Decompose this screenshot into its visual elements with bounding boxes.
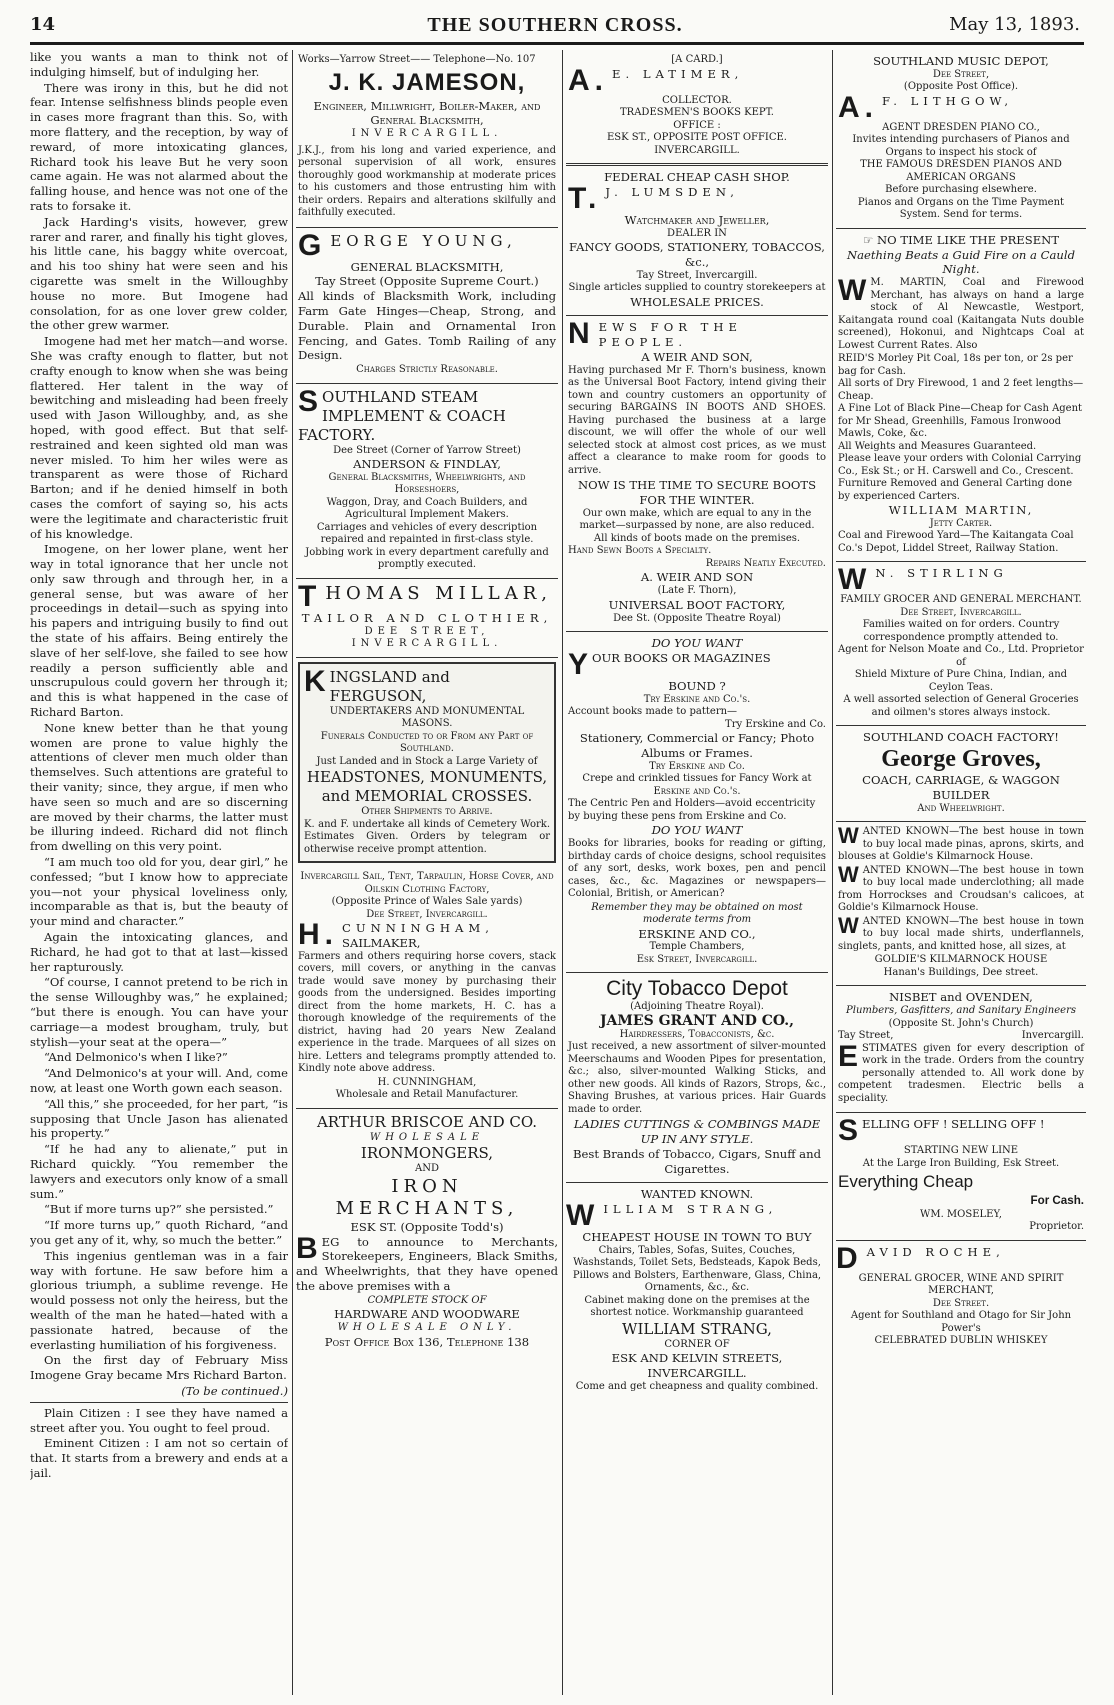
ad-address: Esk Street, Invercargill. — [636, 953, 758, 965]
ad-line: IRON MERCHANTS, — [335, 1175, 519, 1219]
ad-line: Jetty Carter. — [929, 517, 993, 529]
ad-line: (Opposite St. John's Church) — [888, 1017, 1034, 1029]
ad-firm: JAMES GRANT AND CO., — [599, 1012, 795, 1029]
pointing-hand-icon: ☞ — [862, 232, 878, 247]
ad-line: (Opposite Post Office). — [903, 81, 1019, 93]
drop-cap: K — [304, 664, 326, 698]
ad-line: HARDWARE AND WOODWARE — [334, 1307, 520, 1322]
ad-body: Cabinet making done on the premises at the shortest notice. Workmanship guaranteed — [584, 1294, 810, 1319]
ad-line: UNIVERSAL BOOT FACTORY, — [608, 597, 786, 612]
ad-body: ANTED KNOWN—The best house in town to buy local made underclothing; all made from Horrockses and Croudsan's calicoes, at Goldie's Kilmarnock House. — [838, 864, 1084, 914]
ad-signature: ERSKINE AND CO., — [638, 926, 756, 941]
story-paragraph: On the first day of February Miss Imogene Gray became Mrs Richard Barton. — [30, 1353, 288, 1383]
ad-address: Dee Street (Corner of Yarrow Street) — [333, 444, 521, 456]
ad-line: WHOLESALE — [369, 1131, 485, 1143]
ad-line: Repairs Neatly Executed. — [705, 557, 826, 569]
ad-line: WHOLESALE ONLY. — [337, 1322, 517, 1334]
drop-cap: H. — [298, 918, 338, 952]
ad-title: George Groves, — [881, 746, 1041, 773]
ad-body: ANTED KNOWN—The best house in town to buy local made pinas, aprons, skirts, and blouses at Goldie's Kilmarnock House. — [838, 826, 1084, 863]
ad-line: OFFICE : — [673, 119, 721, 131]
drop-cap: T. — [568, 181, 602, 215]
ad-body: Invites intending purchasers of Pianos and Organs to inspect his stock of — [852, 134, 1070, 158]
ad-street: Dee Street, Invercargill. — [366, 908, 488, 920]
drop-cap: S — [838, 1114, 859, 1148]
ad-william-strang — [566, 1183, 828, 1393]
drop-cap: T — [298, 579, 322, 613]
ad-line: Before purchasing elsewhere. — [885, 184, 1037, 196]
ad-line: Funerals Conducted to or From any Part of Southland. — [320, 730, 534, 755]
ad-moseley — [836, 1113, 1086, 1241]
ads-column-3 — [566, 50, 828, 1695]
ad-line: STARTING NEW LINE — [903, 1145, 1019, 1157]
ad-line: Stationery, Commercial or Fancy; Photo Albums or Frames. — [579, 731, 815, 760]
ad-title: OUR BOOKS OR MAGAZINES — [592, 650, 771, 665]
story-paragraph: None knew better than he that young women are prone to value highly the attentions of clever men much older than themselves. Such attentions are grateful to their vanity; since, they argue, if men who have seen so much and are so discerning are moved by their charms, the latter must be illuring indeed. Richard did not flinch from dwelling on this very point. — [30, 720, 288, 854]
column-divider — [562, 50, 563, 1695]
ad-line: DO YOU WANT — [651, 823, 743, 838]
ad-highlight: NOW IS THE TIME TO SECURE BOOTS FOR THE WINTER. — [577, 478, 817, 508]
ad-address: Tay Street, Invercargill. — [636, 269, 758, 281]
drop-cap: W — [838, 861, 859, 887]
ad-line: (Adjoining Theatre Royal). — [630, 1001, 764, 1013]
ads-column-4 — [836, 50, 1086, 1695]
drop-cap: N — [568, 317, 595, 351]
ad-line: Come and get cheapness and quality combined. — [575, 1381, 819, 1393]
ads-column-2 — [296, 50, 558, 1695]
drop-cap: A. — [568, 63, 608, 97]
ad-signature: A. WEIR AND SON — [640, 570, 754, 585]
ad-line: ESK ST., OPPOSITE POST OFFICE. — [607, 132, 787, 143]
masthead — [30, 14, 1080, 40]
ad-line: INVERCARGILL. — [654, 144, 740, 156]
ad-body: All kinds of Blacksmith Work, including Farm Gate Hinges—Cheap, Strong, and Durable. Plain and Ornamental Iron Fencing, and Gates. Tomb Railing of any Design. — [298, 289, 556, 363]
ad-title: ELLING OFF ! SELLING OFF ! — [862, 1117, 1045, 1132]
ad-body: Farmers and others requiring horse covers, stack covers, mill covers, or anything in the canvas trade would save money by purchasing their goods from the undersigned. Besides importing direct from the home markets, H. C. has a thorough knowledge of the requirements of the district, having had 20 years New Zealand experience in the trade. Marquees of all sizes on hire. Letters and telegrams promptly attended to. Kindly note above address. — [298, 950, 556, 1075]
ad-body: K. and F. undertake all kinds of Cemetery Work. Estimates Given. Orders by telegram or otherwise receive prompt attention. — [304, 818, 550, 855]
ad-line: BOUND ? — [668, 678, 726, 693]
ad-line: FANCY GOODS, STATIONERY, TOBACCOS, &c., — [569, 240, 825, 269]
ad-line: Best Brands of Tobacco, Cigars, Snuff and Cigarettes. — [573, 1146, 821, 1176]
ad-line: Other Shipments to Arrive. — [361, 806, 493, 818]
ad-title: CUNNINGHAM, — [342, 921, 494, 936]
ad-line: Remember they may be obtained on most moderate terms from — [591, 901, 803, 926]
ad-title: AVID ROCHE, — [866, 1244, 1005, 1259]
ad-title: J. LUMSDEN, — [605, 184, 739, 199]
ad-highlight: THE FAMOUS DRESDEN PIANOS AND AMERICAN ORGANS — [860, 159, 1062, 183]
ad-thomas-millar — [296, 579, 558, 658]
ad-line: Just Landed and in Stock a Large Variety of — [316, 755, 538, 767]
ad-stirling — [836, 562, 1086, 726]
ad-title: ILLIAM STRANG, — [603, 1202, 778, 1217]
divider — [30, 1402, 288, 1403]
ad-line: A well assorted selection of General Groceries and oilmen's stores always instock. — [843, 694, 1079, 718]
ad-line: Try Erskine and Co. — [649, 760, 745, 772]
ad-title: HOMAS MILLAR, — [325, 582, 552, 604]
ad-line: IRONMONGERS, — [360, 1144, 494, 1163]
ad-trade: FAMILY GROCER AND GENERAL MERCHANT. — [840, 594, 1082, 606]
ad-line: COMPLETE STOCK OF — [367, 1294, 487, 1306]
ad-town: INVERCARGILL. — [351, 638, 503, 650]
ad-line: AND — [415, 1163, 439, 1175]
ad-header: SOUTHLAND MUSIC DEPOT, — [873, 54, 1049, 68]
ad-trade: Hairdressers, Tobacconists, &c. — [619, 1028, 775, 1040]
ad-signature-note: Wholesale and Retail Manufacturer. — [335, 1089, 519, 1101]
story-paragraph: “Of course, I cannot pretend to be rich in the sense Willoughby was,” he explained; “but there is enough. You can have your carriage—a modest brougham, truly, but stylish—your seat at the opera—” — [30, 975, 288, 1049]
ad-address: Tay Street (Opposite Supreme Court.) — [315, 274, 539, 289]
ad-music-depot — [836, 50, 1086, 229]
page-number: 14 — [30, 14, 56, 35]
ad-line: Please leave your orders with Colonial Carrying Co., Esk St.; or H. Carswell and Co., Crescent. — [838, 453, 1082, 477]
ad-header: SOUTHLAND COACH FACTORY! — [863, 730, 1059, 745]
drop-cap: W — [838, 823, 859, 849]
ad-body: Jobbing work in every department carefully and promptly executed. — [305, 546, 549, 571]
ad-title: EWS FOR THE PEOPLE. — [598, 320, 742, 350]
ad-highlight: Everything Cheap — [838, 1172, 974, 1192]
ad-latimer — [566, 50, 828, 166]
ad-line: Account books made to pattern— — [568, 706, 738, 718]
story-column — [30, 50, 288, 1695]
ad-george-young — [296, 228, 558, 384]
ad-line: Hand Sewn Boots a Specialty. — [568, 545, 712, 557]
ad-town: INVERCARGILL. — [351, 128, 503, 140]
ad-signature: WILLIAM STRANG, — [622, 1319, 772, 1338]
ad-trade: SAILMAKER, — [342, 936, 421, 951]
ad-title: OUTHLAND STEAM IMPLEMENT & COACH FACTORY. — [298, 387, 506, 444]
ad-southland-steam — [296, 384, 558, 579]
ad-signature: H. CUNNINGHAM, — [377, 1076, 477, 1088]
drop-cap: W — [838, 563, 872, 597]
ad-line: WHOLESALE PRICES. — [630, 294, 764, 309]
ad-line: REID'S Morley Pit Coal, 18s per ton, or 2s per bag for Cash. — [838, 353, 1073, 377]
ad-address: Hanan's Buildings, Dee street. — [883, 966, 1039, 978]
ad-signature: WILLIAM MARTIN, — [888, 503, 1034, 518]
ad-body: STIMATES given for every description of work in the trade. Orders from the country personally attended to. All work done by competent tradesmen. Electric bells a speciality. — [838, 1042, 1084, 1104]
ad-line: Crepe and crinkled tissues for Fancy Work at — [582, 773, 812, 785]
ad-trade: GENERAL BLACKSMITH, — [350, 259, 504, 274]
ad-body: Single articles supplied to country storekeepers at — [568, 282, 826, 294]
newspaper-title: THE SOUTHERN CROSS. — [427, 14, 683, 36]
ad-body: All kinds of boots made on the premises. — [593, 532, 801, 544]
drop-cap: W — [838, 274, 867, 308]
ad-header: FEDERAL CHEAP CASH SHOP. — [604, 170, 790, 184]
ad-body: Our own make, which are equal to any in the market—surpassed by none, are also reduced. — [579, 507, 815, 532]
ad-line: CORNER OF — [664, 1338, 730, 1350]
ad-motto: Naething Beats a Guid Fire on a Cauld Night. — [846, 247, 1075, 277]
ad-title: N. STIRLING — [875, 566, 1008, 581]
masthead-rule — [30, 42, 1084, 45]
story-paragraph: “And Delmonico's at your will. And, come now, at least one Worth gown each season. — [30, 1066, 288, 1095]
ad-line: Families waited on for orders. Country correspondence promptly attended to. — [862, 619, 1060, 643]
ad-title: J. K. JAMESON, — [328, 68, 526, 96]
ad-title: F. LITHGOW, — [882, 93, 1014, 108]
drop-cap: E — [838, 1039, 859, 1073]
ad-trade: TAILOR AND CLOTHIER, — [301, 610, 553, 625]
ad-street: Dee Street, Invercargill. — [900, 606, 1022, 618]
drop-cap: Y — [568, 647, 589, 681]
ad-line: Temple Chambers, — [649, 941, 745, 953]
story-paragraph: “All this,” she proceeded, for her part, “is supposing that Uncle Jason has alienated his property.” — [30, 1096, 288, 1141]
story-paragraph: Imogene had met her match—and worse. She was crafty enough to flatter, but not crafty enough to know when she was being flattered. Her talent in the way of bewitching and misleading had been freely used with Jason Willoughby, and, as she hoped, with good effect. But that self-restrained and keen sighted old man was never misled. To him her wiles were as transparent as were those of Richard Barton; and if he denied himself in both cases the comfort of saying so, his acts were the legitimate and characteristic fruit of his knowledge. — [30, 334, 288, 541]
drop-cap: B — [296, 1231, 318, 1265]
drop-cap: G — [298, 228, 327, 262]
ad-town: INVERCARGILL. — [647, 1366, 747, 1381]
ad-line: A Fine Lot of Black Pine—Cheap for Cash Agent for Mr Shead, Greenhills, Famous Ironwood Mawls, Coke, &c. — [838, 403, 1083, 440]
ad-george-groves — [836, 726, 1086, 822]
ad-header — [838, 233, 1084, 248]
ad-line: Shield Mixture of Pure China, Indian, and Ceylon Teas. — [854, 669, 1068, 693]
ad-firm: A WEIR AND SON, — [641, 350, 753, 365]
story-paragraph: “And Delmonico's when I like?” — [44, 1050, 228, 1065]
ad-line: TRADESMEN'S BOOKS KEPT. — [620, 107, 774, 118]
ad-body: Having purchased Mr F. Thorn's business, known as the Universal Boot Factory, intend giving their town and country customers an opportunity of securing BARGAINS IN BOOTS AND SHOES. Having purchased the business at a large discount, we will offer the whole of our well selected stock at almost cost prices, as we must affect a clearance to make room for goods to arrive. — [568, 364, 826, 476]
story-paragraph: Imogene, on her lower plane, went her way in total ignorance that her uncle not only saw through and through her, in a general sense, but was aware of her proceedings in detail—such as spying into his papers and intriguing busily to find out the state of his affairs. Being entirely the slave of her self-love, she failed to see how readily a person sufficiently able and unscrupulous could govern her through it; and this is what happened in the case of Richard Barton. — [30, 542, 288, 720]
ad-jameson — [296, 50, 558, 228]
ad-briscoe — [296, 1109, 558, 1350]
ad-title: NISBET and OVENDEN, — [889, 990, 1033, 1005]
ad-body: M. MARTIN, Coal and Firewood Merchant, has always on hand a large stock of Al Newcastle, Westport, Kaitangata round coal (Kaitangata Nuts double screened), Hokonui, and Nightcaps Coal at Lowest Current Rates. Also — [838, 277, 1084, 351]
ad-line: Erskine and Co.'s. — [653, 785, 741, 797]
ad-body: Books for libraries, books for reading or gifting, birthday cards of choice designs, school requisites of any sort, desks, work boxes, pen and pencil cases, &c., &c. Magazines or newspapers—Colonial, British, or American? — [568, 838, 826, 900]
ad-goldie — [836, 822, 1086, 986]
ad-signature: WM. MOSELEY, — [920, 1208, 1002, 1220]
drop-cap: S — [298, 384, 319, 418]
ad-line: Agent for Southland and Otago for Sir John Power's — [850, 1310, 1072, 1334]
ad-trade: Engineer, Millwright, Boiler-Maker, and General Blacksmith, — [313, 98, 541, 128]
ad-highlight: CELEBRATED DUBLIN WHISKEY — [874, 1335, 1048, 1347]
ad-lumsden — [566, 166, 828, 316]
ad-erskine — [566, 632, 828, 973]
ad-trade: GENERAL GROCER, WINE AND SPIRIT MERCHANT, — [858, 1272, 1064, 1297]
ad-line: Coal and Firewood Yard—The Kaitangata Coal Co.'s Depot, Liddel Street, Railway Station. — [838, 530, 1074, 554]
ad-address: At the Large Iron Building, Esk Street. — [862, 1157, 1060, 1169]
ad-line: DO YOU WANT — [651, 636, 743, 651]
ad-body: ANTED KNOWN—The best house in town to buy local made shirts, underflannels, singlets, pants, and knitted hose, all sizes, at — [838, 915, 1084, 952]
ad-header: WANTED KNOWN. — [640, 1187, 754, 1202]
ad-body: Carriages and vehicles of every description repaired and repainted in first-class style. — [316, 521, 538, 546]
ad-title: City Tobacco Depot — [606, 977, 788, 1001]
ad-street: DEE STREET, — [364, 625, 490, 637]
ad-line: DEALER IN — [667, 227, 727, 239]
ad-line: Try Erskine and Co.'s. — [643, 693, 751, 705]
ad-line: The Centric Pen and Holders—avoid eccentricity by buying these pens from Erskine and Co. — [568, 798, 816, 822]
ad-title: INGSLAND and FERGUSON, — [329, 667, 450, 705]
drop-cap: A. — [838, 90, 878, 124]
story-paragraph: “I am much too old for you, dear girl,” he confessed; “but I know how to appreciate you—not your physical loveliness only, incomparable as that is, but the beauty of your mind and character.” — [30, 855, 288, 929]
ad-note: Charges Strictly Reasonable. — [356, 364, 498, 376]
ad-david-roche — [836, 1241, 1086, 1348]
ad-line: Pianos and Organs on the Time Payment System. Send for terms. — [857, 196, 1065, 221]
ad-trade: COACH, CARRIAGE, & WAGGON BUILDER — [862, 773, 1060, 803]
ad-address: ESK AND KELVIN STREETS, — [611, 1351, 783, 1366]
ad-line: All Weights and Measures Guaranteed. — [838, 440, 1037, 452]
ad-street: Dee Street. — [932, 1297, 990, 1309]
story-paragraph: There was irony in this, but he did not fear. Intense selfishness blinds people even in cases more fragrant than this. So, with more flattery, and the reception, by way of reward, of more intoxicating glances, Richard took his leave But he very soon came again. He was not alarmed about the falling house, and hence was not one of the rats to forsake it. — [30, 80, 288, 213]
ad-address: (Opposite Prince of Wales Sale yards) — [331, 896, 523, 908]
joke-line: Eminent Citizen : I am not so certain of that. It starts from a brewery and ends at a jail. — [30, 1436, 288, 1480]
ad-address: ESK ST. (Opposite Todd's) — [350, 1219, 504, 1234]
ad-trade: Plumbers, Gasfitters, and Sanitary Engineers — [846, 1005, 1076, 1017]
column-divider — [292, 50, 293, 1695]
drop-cap: W — [838, 912, 859, 938]
ad-title: EORGE YOUNG, — [330, 231, 517, 250]
ad-line: (Late F. Thorn), — [657, 585, 737, 597]
ad-line: Waggon, Dray, and Coach Builders, and Agricultural Implement Makers. — [326, 496, 528, 521]
ad-highlight: LADIES CUTTINGS & COMBINGS MADE UP IN ANY STYLE. — [573, 1117, 821, 1146]
story-paragraph: Jack Harding's visits, however, grew rarer and rarer, and finally his tight gloves, his little cane, his baggy white overcoat, and his too shiny hat were seen and his cigarette was smelt in the Willoughby house no more. But Imogene had consolation, for as one lover grew colder, the other grew warmer. — [30, 214, 288, 333]
ad-line: Try Erskine and Co. — [725, 718, 826, 730]
ad-title: E. LATIMER, — [612, 66, 744, 81]
ad-cunningham — [296, 867, 558, 1109]
ad-line: All sorts of Dry Firewood, 1 and 2 feet lengths—Cheap. — [838, 378, 1084, 402]
ad-header: [A CARD.] — [671, 54, 723, 65]
ad-header-text: NO TIME LIKE THE PRESENT — [877, 232, 1060, 247]
drop-cap: W — [566, 1199, 600, 1233]
drop-cap: D — [836, 1241, 863, 1275]
story-paragraph: “If he had any to alienate,” put in Richard quickly. “You remember the lawyers and executors only know of a small sum.” — [30, 1142, 288, 1201]
story-paragraph: “If more turns up,” quoth Richard, “and you get any of it, why, so much the better.” — [30, 1218, 288, 1247]
ad-trade: UNDERTAKERS AND MONUMENTAL MASONS. — [329, 705, 525, 730]
ad-line: Proprietor. — [1029, 1221, 1084, 1233]
issue-date: May 13, 1893. — [949, 14, 1080, 35]
ad-line: CHEAPEST HOUSE IN TOWN TO BUY — [582, 1230, 812, 1245]
ad-kingsland-ferguson — [298, 662, 556, 864]
ad-body: Just received, a new assortment of silver-mounted Meerschaums and Wooden Pipes for presentation, &c.; also, silver-mounted Walking Sticks, and other new goods. All kinds of Razors, Strops, &c., Shaving Brushes, at various prices. Hair Guards made to order. — [568, 1041, 826, 1115]
ad-street: Dee Street, — [932, 68, 990, 80]
ad-line: And Wheelwright. — [917, 802, 1005, 814]
ad-trade: Watchmaker and Jeweller, — [624, 212, 770, 227]
ad-address: Dee St. (Opposite Theatre Royal) — [613, 612, 781, 624]
ad-martin — [836, 229, 1086, 563]
story-paragraph: “But if more turns up?” she persisted.” — [44, 1202, 274, 1217]
to-be-continued: (To be continued.) — [181, 1383, 288, 1398]
ad-body: J.K.J., from his long and varied experience, and personal supervision of all work, ensures thoroughly good workmanship at moderate prices to his customers and those entrusting him with their orders. Repairs and alterations skilfully and faithfully executed. — [298, 144, 556, 219]
ad-header: Invercargill Sail, Tent, Tarpaulin, Horse Cover, and Oilskin Clothing Factory, — [300, 871, 554, 895]
ad-body: EG to announce to Merchants, Storekeepers, Engineers, Black Smiths, and Wheelwrights, that they have opened the above premises with a — [296, 1234, 558, 1294]
ad-title: ARTHUR BRISCOE AND CO. — [316, 1112, 538, 1131]
story-paragraph: This ingenius gentleman was in a fair way with fortune. He saw before him a glorious triumph, a sublime revenge. He would possess not only the heiress, but the wealth of the man he hated—hated with a passionate hatred, because of the everlasting humiliation of his forgiveness. — [30, 1248, 288, 1352]
joke-line: Plain Citizen : I see they have named a street after you. You ought to feel proud. — [30, 1405, 288, 1435]
column-divider — [832, 50, 833, 1695]
story-paragraph: like you wants a man to think not of indulging himself, but of indulging her. — [30, 50, 288, 79]
ad-city-tobacco — [566, 973, 828, 1183]
story-paragraph: Again the intoxicating glances, and Richard, he had got to that at last—kissed her rapturously. — [30, 930, 288, 974]
ad-contact: Post Office Box 136, Telephone 138 — [324, 1334, 530, 1349]
ad-line: Agent for Nelson Moate and Co., Ltd. Proprietor of — [838, 644, 1084, 668]
ad-nisbet-ovenden — [836, 986, 1086, 1113]
ad-highlight: For Cash. — [1030, 1194, 1084, 1208]
ad-header: Works—Yarrow Street—— Telephone—No. 107 — [298, 54, 536, 65]
ad-signature: GOLDIE'S KILMARNOCK HOUSE — [874, 954, 1048, 966]
ad-line: Furniture Removed and General Carting done by experienced Carters. — [838, 478, 1073, 502]
ad-line: AGENT DRESDEN PIANO CO., — [882, 121, 1040, 133]
ad-trade: COLLECTOR. — [662, 94, 732, 106]
ad-firm: ANDERSON & FINDLAY, — [353, 457, 501, 472]
ad-town: Invercargill. — [1021, 1030, 1084, 1042]
ad-highlight: HEADSTONES, MONUMENTS, and MEMORIAL CROSSES. — [306, 768, 548, 806]
ad-body: Chairs, Tables, Sofas, Suites, Couches, Washstands, Toilet Sets, Bedsteads, Kapok Beds, Pillows and Bolsters, Earthenware, Glass, China, Ornaments, &c., &c. — [572, 1244, 822, 1294]
ad-street: Tay Street, — [838, 1030, 894, 1042]
ad-weir — [566, 316, 828, 632]
ad-trade: General Blacksmiths, Wheelwrights, and Horseshoers, — [328, 471, 526, 496]
